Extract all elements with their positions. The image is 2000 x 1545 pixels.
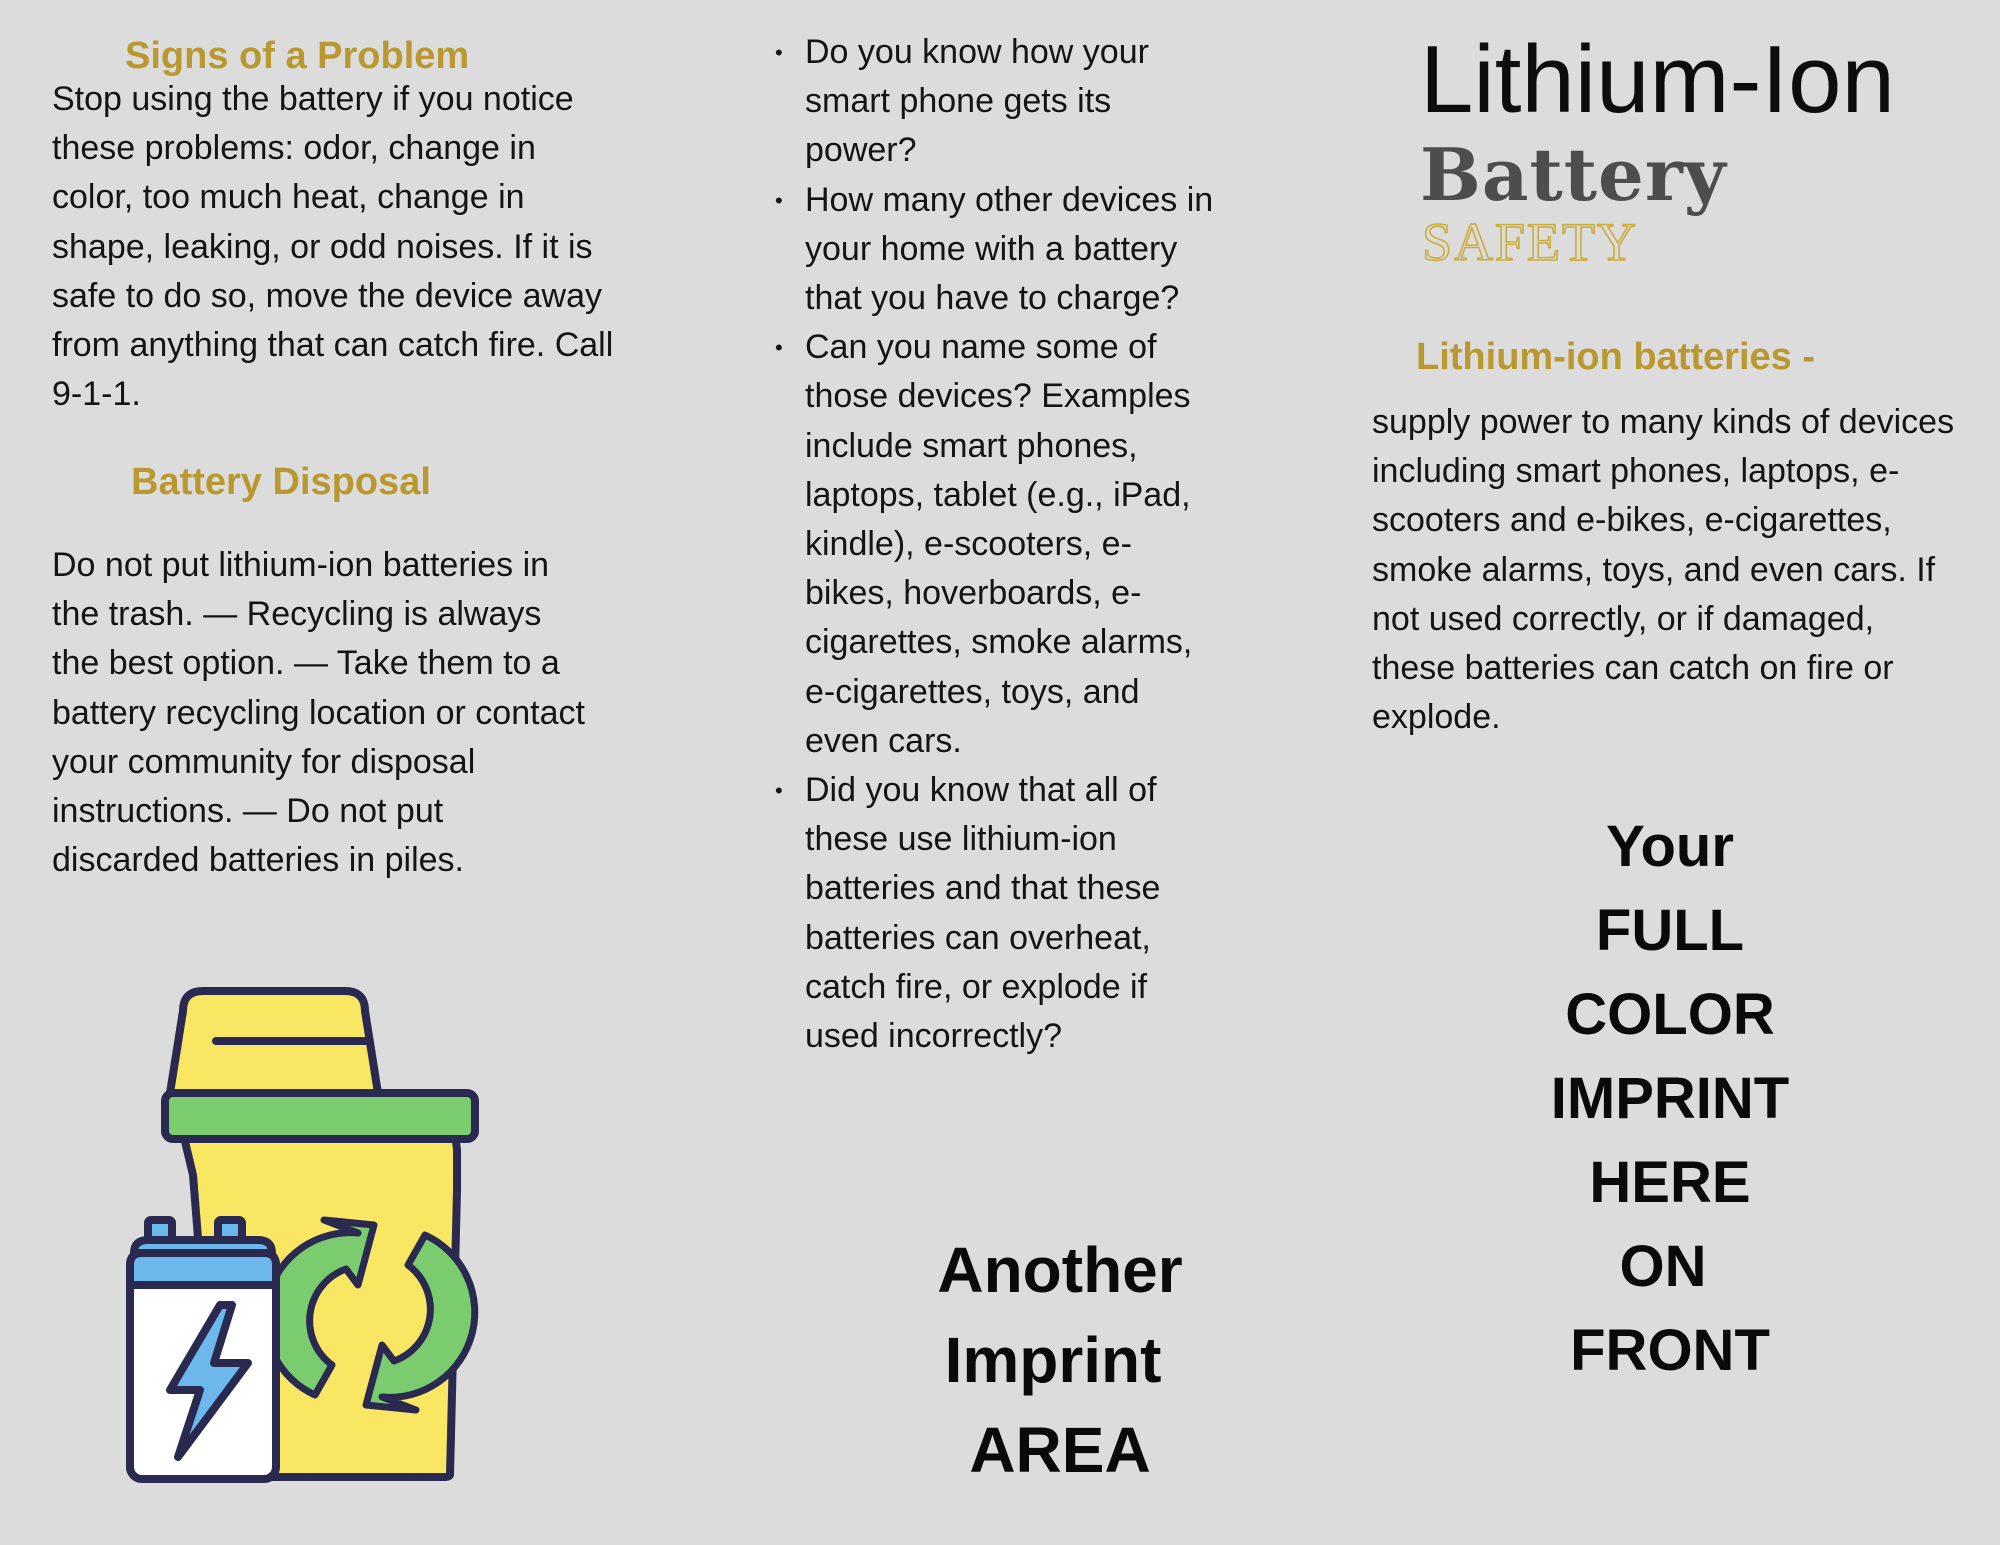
lithium-ion-intro-text: supply power to many kinds of devices including smart phones, laptops, e-scooters and e-bikes, e-cigarettes, smoke alarms, toys, and even cars. If not used correctly, or if damaged, these batteries can catch on fire or explode. bbox=[1372, 403, 1955, 737]
imprint-line: FRONT bbox=[1570, 1318, 1770, 1383]
signs-of-problem-text: Stop using the battery if you notice these problems: odor, change in color, too much heat, change in shape, leaking, or odd noises. If it is safe to do so, move the device away from anything that can catch fire. Call 9-1-1. bbox=[52, 80, 614, 414]
title-lithium-ion: Lithium-Ion bbox=[1420, 26, 1895, 133]
list-item: • Can you name some of those devices? Examples include smart phones, laptops, tablet (e.g., iPad, kindle), e-scooters, e-bikes, hoverboards, e-cigarettes, smoke alarms, e-cigarettes, toys, and even cars. bbox=[805, 323, 1215, 766]
full-color-imprint-area bbox=[1470, 805, 1870, 1393]
lithium-ion-batteries-heading: Lithium-ion batteries - bbox=[1416, 336, 1815, 378]
imprint-line: HERE bbox=[1589, 1150, 1751, 1215]
imprint-line: Your bbox=[1606, 814, 1734, 879]
imprint-line: ON bbox=[1619, 1234, 1707, 1299]
battery-recycling-bin-icon bbox=[120, 985, 540, 1485]
title-battery: Battery bbox=[1420, 132, 1727, 217]
list-item: • How many other devices in your home with a battery that you have to charge? bbox=[805, 176, 1215, 324]
imprint-line: FULL bbox=[1595, 898, 1745, 963]
list-item: • Did you know that all of these use lithium-ion batteries and that these batteries can overheat, catch fire, or explode if used incorrectly? bbox=[805, 766, 1215, 1061]
battery-disposal-text: Do not put lithium-ion batteries in the trash. — Recycling is always the best option. — Take them to a battery recycling location or contact your community for disposal instructions. — Do not put discarded batteries in piles. bbox=[52, 546, 585, 880]
signs-of-problem-heading: Signs of a Problem bbox=[125, 35, 470, 77]
imprint-line: Imprint bbox=[944, 1324, 1162, 1396]
imprint-line: AREA bbox=[969, 1414, 1151, 1486]
imprint-line: COLOR bbox=[1565, 982, 1775, 1047]
left-panel bbox=[0, 0, 660, 1545]
list-item: • Do you know how your smart phone gets its power? bbox=[805, 28, 1215, 176]
middle-panel bbox=[660, 0, 1340, 1545]
imprint-line: Another bbox=[937, 1234, 1183, 1306]
another-imprint-area bbox=[860, 1225, 1260, 1495]
right-panel bbox=[1340, 0, 2000, 1545]
question-list bbox=[805, 28, 1215, 1061]
title-safety: SAFETY bbox=[1422, 212, 1639, 272]
imprint-line: IMPRINT bbox=[1550, 1066, 1790, 1131]
battery-disposal-heading: Battery Disposal bbox=[131, 461, 431, 503]
